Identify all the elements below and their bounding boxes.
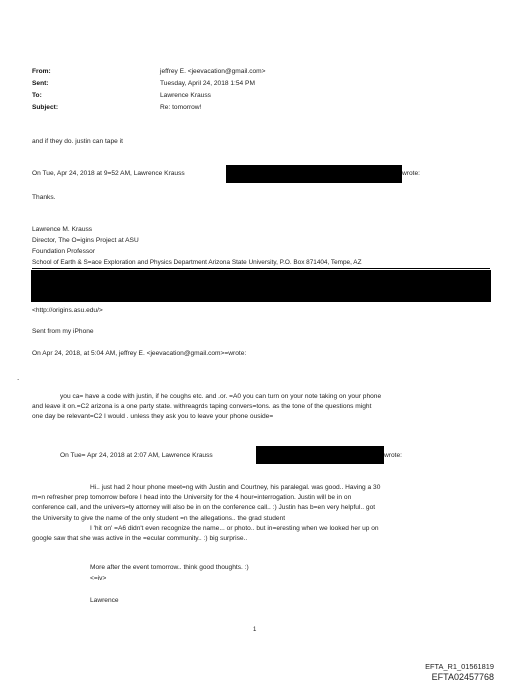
sent-value: Tuesday, April 24, 2018 1:54 PM <box>160 80 255 87</box>
to-value: Lawrence Krauss <box>160 92 211 99</box>
paragraph-1-line: one day be relevant=C2 I would . unless they ask you to leave your phone ouside= <box>32 413 274 421</box>
subject-value: Re: tomorrow! <box>160 104 202 111</box>
quoted-paragraph-1 <box>32 392 381 423</box>
paragraph-2-line: m=n refresher prep tomorrow before I head into the University for the 4 hour=interrogation. Justin will be in on <box>32 494 352 502</box>
website-link: <http://origins.asu.edu/> <box>32 307 103 314</box>
quote-header-1: On Tue, Apr 24, 2018 at 9=52 AM, Lawrence Krauss <box>32 170 185 177</box>
quote-header-1-wrote: wrote: <box>402 170 420 177</box>
quote-header-2: On Apr 24, 2018, at 5:04 AM, jeffrey E. <jeevacation@gmail.com>=wrote: <box>32 350 247 357</box>
redaction-3 <box>256 446 384 464</box>
subject-label: Subject: <box>32 104 59 111</box>
address-underline <box>32 268 490 269</box>
quote-header-3: On Tue= Apr 24, 2018 at 2:07 AM, Lawrence Krauss <box>60 452 213 459</box>
paragraph-1-line: and leave it on.=C2 arizona is a one party state. withreagrds taping convers=tons. as the tone of the questions might <box>32 403 372 411</box>
footer-ref-1: EFTA_R1_01561819 <box>425 662 494 671</box>
closing-name: Lawrence <box>90 597 119 604</box>
signature-title: Director, The O=igins Project at ASU <box>32 237 139 244</box>
signature-name: Lawrence M. Krauss <box>32 226 93 233</box>
closing-markup: <=iv> <box>90 575 107 582</box>
redaction-2 <box>31 270 491 302</box>
paragraph-2-line: the University to give the name of the only student =n the allegations.. the grad student <box>32 514 286 522</box>
signature-position: Foundation Professor <box>32 248 96 255</box>
paragraph-1-line: you ca= have a code with justin, if he coughs etc. and .or. =A0 you can turn on your note taking on your phone <box>60 393 382 400</box>
from-label: From: <box>32 68 51 75</box>
stray-dot: . <box>17 373 20 382</box>
paragraph-2-line: google saw that she was active in the =ecular community.. :) big surprise.. <box>32 535 248 543</box>
quote-header-3-wrote: wrote: <box>384 452 402 459</box>
paragraph-2-line: Hi.. just had 2 hour phone meet=ng with Justin and Courtney, his paralegal. was good.. Having a 30 <box>90 484 381 491</box>
to-label: To: <box>32 92 42 99</box>
from-value: jeffrey E. <jeevacation@gmail.com> <box>160 68 266 75</box>
reply-line: and if they do. justin can tape it <box>32 138 123 145</box>
sent-label: Sent: <box>32 80 49 87</box>
thanks-text: Thanks. <box>32 194 56 201</box>
paragraph-2-line: I 'hit on' =A6 didn't even recognize the name... or photo.. but in=eresting when we looked her up on <box>90 524 379 532</box>
sent-from-text: Sent from my iPhone <box>32 328 94 335</box>
signature-address: School of Earth & S=ace Exploration and Physics Department Arizona State University, P.O. Box 871404, Tempe, AZ <box>32 259 362 266</box>
closing-line: More after the event tomorrow.. think good thoughts. :) <box>90 564 249 571</box>
footer-ref-2: EFTA02457768 <box>431 672 494 682</box>
paragraph-2-line: conference call, and the univers=ty attorney will also be in on the conference call.. :) Justin has b=en very helpful.. got <box>32 504 376 512</box>
quoted-paragraph-2 <box>32 483 380 544</box>
redaction-1 <box>226 165 402 183</box>
page-number: 1 <box>253 627 257 633</box>
